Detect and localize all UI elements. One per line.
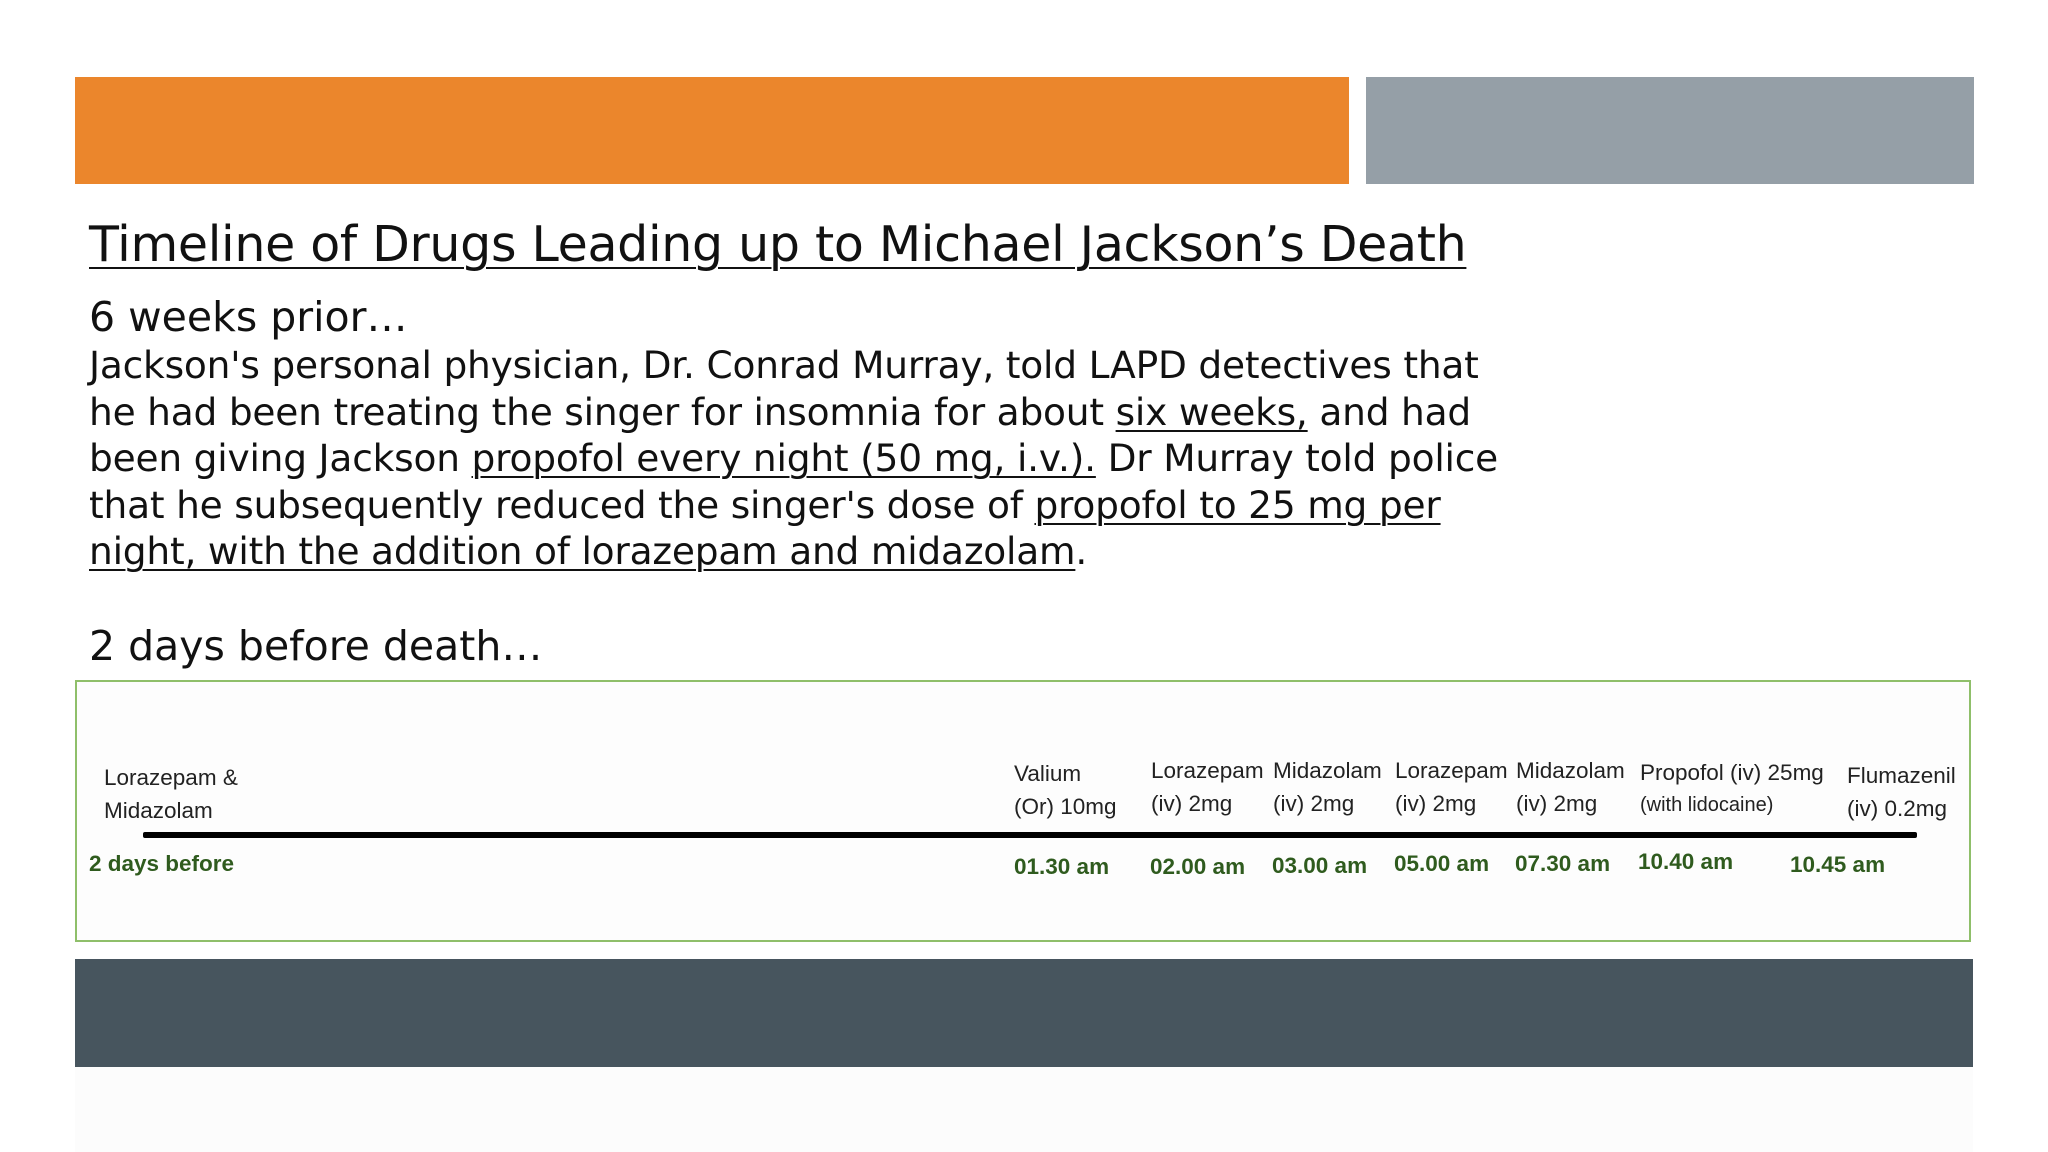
- slide-title: Timeline of Drugs Leading up to Michael Jackson’s Death: [89, 216, 1467, 273]
- footer-shadow-area: [75, 1067, 1973, 1152]
- event-drug: Flumazenil: [1847, 763, 1956, 788]
- event-drug: Lorazepam &: [104, 765, 238, 790]
- underlined-reduced-dose: propofol to 25 mg per night, with the addition of lorazepam and midazolam: [89, 482, 1441, 573]
- event-dose: (iv) 2mg: [1151, 791, 1233, 816]
- event-drug: Lorazepam: [1395, 758, 1508, 783]
- event-time: 07.30 am: [1515, 851, 1611, 876]
- paragraph-text-4: .: [1075, 529, 1088, 573]
- underlined-six-weeks: six weeks,: [1115, 389, 1308, 434]
- timeline-event-label: [104, 761, 238, 827]
- event-drug: Lorazepam: [1151, 758, 1264, 783]
- event-time: 02.00 am: [1150, 854, 1246, 879]
- underlined-propofol-nightly: propofol every night (50 mg, i.v.).: [471, 436, 1096, 480]
- event-time: 10.45 am: [1790, 852, 1886, 877]
- event-dose: (Or) 10mg: [1014, 794, 1117, 819]
- paragraph-text-2: and had been giving Jackson: [89, 389, 1471, 480]
- event-time: 05.00 am: [1394, 851, 1490, 876]
- event-time: 01.30 am: [1014, 854, 1110, 879]
- footer-accent-bar: [75, 959, 1973, 1067]
- paragraph-text-3: Dr Murray told police that he subsequently reduced the singer's dose of: [89, 436, 1499, 527]
- timeline-event-label: [1847, 759, 1956, 825]
- event-dose: (iv) 0.2mg: [1847, 796, 1948, 821]
- header-accent-bar-gray: [1366, 77, 1974, 184]
- event-time: 03.00 am: [1272, 853, 1368, 878]
- section-heading-2-days: 2 days before death…: [89, 622, 543, 670]
- event-drug: Propofol (iv) 25mg: [1640, 760, 1824, 785]
- header-accent-bar-orange: [75, 77, 1349, 184]
- event-dose: (iv) 2mg: [1273, 791, 1355, 816]
- paragraph-text-1: Jackson's personal physician, Dr. Conrad Murray, told LAPD detectives that he had been treating the singer for insomnia for about: [89, 343, 1479, 434]
- timeline-axis-line: [143, 832, 1917, 838]
- timeline-event-label: [1273, 754, 1382, 820]
- event-time: 10.40 am: [1638, 849, 1734, 874]
- timeline-event-label: [1516, 754, 1625, 820]
- event-dose: (iv) 2mg: [1395, 791, 1477, 816]
- event-drug: Midazolam: [1273, 758, 1382, 783]
- event-drug: Valium: [1014, 761, 1082, 786]
- timeline-event-label: [1640, 756, 1824, 822]
- event-dose: Midazolam: [104, 798, 213, 823]
- timeline-event-label: [1014, 757, 1117, 823]
- timeline-event-label: [1395, 754, 1508, 820]
- event-dose: (iv) 2mg: [1516, 791, 1598, 816]
- timeline-event-label: [1151, 754, 1264, 820]
- physician-statement-paragraph: [89, 342, 1529, 575]
- event-dose: (with lidocaine): [1640, 794, 1774, 816]
- event-time: 2 days before: [89, 851, 235, 876]
- event-drug: Midazolam: [1516, 758, 1625, 783]
- section-heading-6-weeks: 6 weeks prior…: [89, 293, 408, 341]
